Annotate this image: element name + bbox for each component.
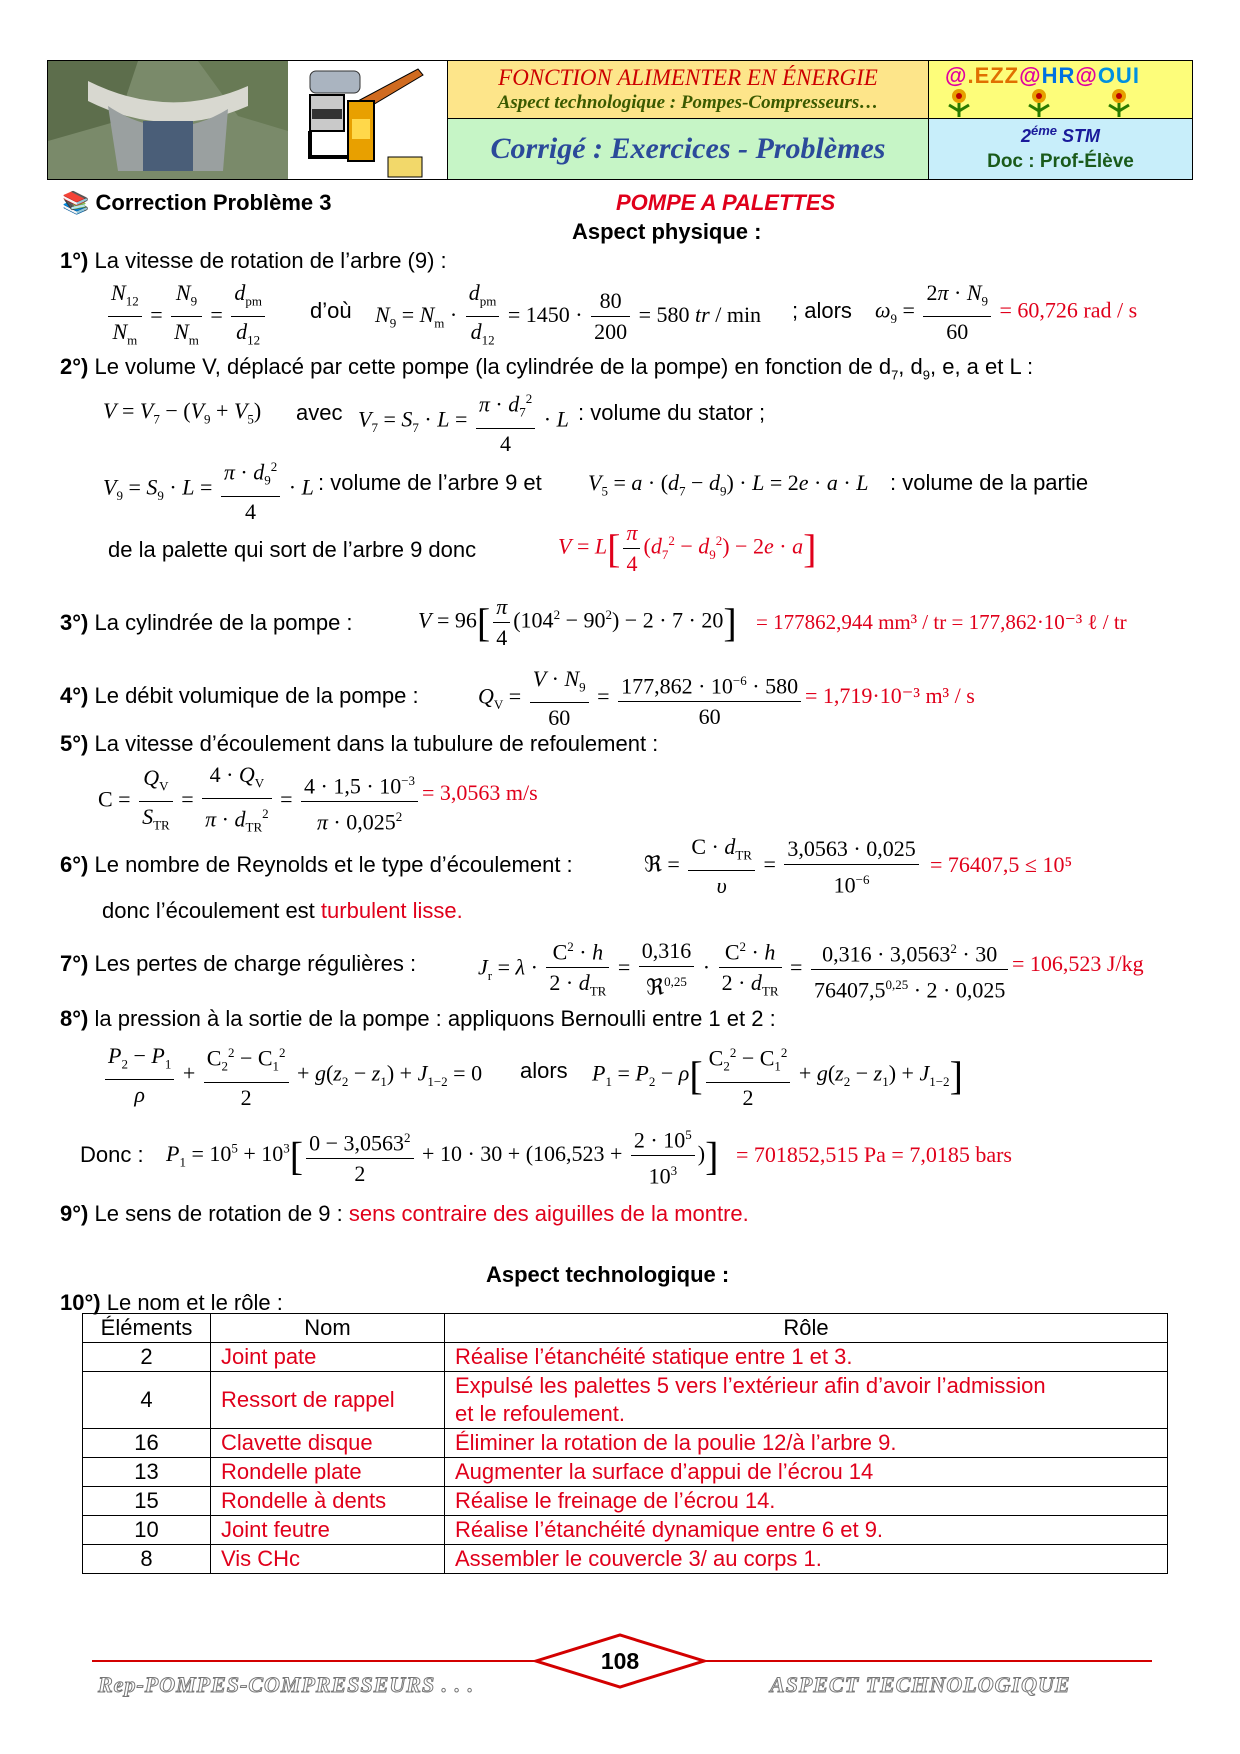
header-title: FONCTION ALIMENTER EN ÉNERGIE (498, 65, 878, 90)
q2-result-equation: V = L[ $\frac{\pi}{4}$ $(d_7^2 - d_9^2) - 2e \cdot a$] (558, 520, 817, 576)
col-role: Rôle (445, 1314, 1168, 1343)
cell-element: 15 (83, 1487, 211, 1516)
header-banner: Corrigé : Exercices - Problèmes (490, 132, 886, 165)
q8-result: = 701852,515 Pa = 7,0185 bars (736, 1142, 1012, 1167)
brand-name: @.EZZ@HR@OUI (945, 63, 1140, 88)
q8-donc: Donc : (80, 1142, 144, 1167)
q6-equation: ℜ = $\frac{C \cdot d_{TR}}{\upsilon}$ = $\frac{3,0563 \cdot 0,025}{10^{-6}}$ (644, 832, 922, 901)
cell-element: 8 (83, 1545, 211, 1574)
page-number: 108 (600, 1648, 640, 1674)
q6-text: 6°) Le nombre de Reynolds et le type d’écoulement : (60, 852, 573, 877)
cell-nom: Joint pate (211, 1343, 445, 1372)
q3-result: = 177862,944 mm³ / tr = 177,862·10⁻³ ℓ / tr (756, 610, 1127, 634)
cell-role: Assembler le couvercle 3/ au corps 1. (445, 1545, 1168, 1574)
q2-v5-equation: $V_5 = a \cdot (d_7 - d_9) \cdot L = 2e \cdot a \cdot L$ (588, 470, 869, 499)
q8-numeric-equation: $P_1 = 10^5 + 10^3$[ $\frac{0 - 3,0563^2}{2}$ + 10 · 30 + (106,523 + $\frac{2 \cdot 10^5}{10^3}$ )] (166, 1120, 718, 1192)
correction-heading: 📚 Correction Problème 3 (62, 190, 332, 215)
q3-equation: V = 96[ $\frac{\pi}{4}$ $(104^2 - 90^2) - 2 \cdot 7 \cdot 20$] (418, 594, 737, 650)
q1-alors: ; alors (792, 298, 852, 323)
q7-result: = 106,523 J/kg (1012, 951, 1144, 976)
flowers-icon (929, 61, 1164, 119)
q5-text: 5°) La vitesse d’écoulement dans la tubulure de refoulement : (60, 731, 659, 756)
q2-text: 2°) Le volume V, déplacé par cette pompe (la cylindrée de la pompe) en fonction de $d_7$, $d_9$, e, a et L : (60, 354, 1034, 383)
cell-element: 4 (83, 1372, 211, 1429)
cell-role: Expulsé les palettes 5 vers l’extérieur afin d’avoir l’admission et le refoulement. (445, 1372, 1168, 1429)
cell-nom: Vis CHc (211, 1545, 445, 1574)
cell-element: 16 (83, 1429, 211, 1458)
q2-avec: avec (296, 400, 343, 425)
table-row (83, 1458, 1168, 1487)
table-row (83, 1545, 1168, 1574)
q7-equation: $J_r = \lambda$ · $\frac{C^2 \cdot h}{2 \cdot d_{TR}}$ = $\frac{0,316}{ℜ^{0,25}}$ · $\frac{C^2 \cdot h}{2 \cdot d_{TR}}$ = $\frac{0,316 \cdot 3,0563^2 \cdot 30}{76407,5^{0,25} \cdot 2 \cdot 0,025}$ (478, 932, 1011, 1007)
cell-nom: Rondelle à dents (211, 1487, 445, 1516)
cell-role: Réalise le freinage de l’écrou 14. (445, 1487, 1168, 1516)
elements-table (82, 1313, 1168, 1574)
q4-equation: $Q_V$ = $\frac{V \cdot N_9}{60}$ = $\frac{177,862 \cdot 10^{-6} \cdot 580}{60}$ (478, 664, 804, 733)
book-icon: 📚 (62, 190, 90, 215)
q2-line3: de la palette qui sort de l’arbre 9 donc (108, 537, 477, 562)
footer-left: Rep-POMPES-COMPRESSEURS . . . (98, 1672, 475, 1697)
cell-element: 2 (83, 1343, 211, 1372)
section-technologique: Aspect technologique : (486, 1262, 730, 1287)
col-elements: Éléments (83, 1314, 211, 1343)
cell-element: 13 (83, 1458, 211, 1487)
footer-right: ASPECT TECHNOLOGIQUE (770, 1672, 1071, 1697)
q1-n9-equation: $N_9 = N_m$ · $\frac{d_{pm}}{d_{12}}$ = 1450 · $\frac{80}{200}$ = 580 tr / min (375, 280, 762, 348)
dam-and-pump-image (48, 61, 448, 179)
cell-nom: Clavette disque (211, 1429, 445, 1458)
q1-dou: d’où (310, 298, 352, 323)
q2-v7-equation: $V_7 = S_7 \cdot L$ = $\frac{\pi \cdot d_7^2}{4}$ · L (358, 384, 569, 459)
header-illustration (48, 61, 448, 179)
page-header (47, 60, 1193, 180)
q2-partie: : volume de la partie (890, 470, 1089, 495)
q4-result: = 1,719·10⁻³ m³ / s (805, 683, 975, 708)
cell-element: 10 (83, 1516, 211, 1545)
col-nom: Nom (211, 1314, 445, 1343)
q2-v9-equation: $V_9 = S_9 \cdot L$ = $\frac{\pi \cdot d_9^2}{4}$ · L (103, 452, 314, 527)
q10-text: 10°) Le nom et le rôle : (60, 1290, 283, 1315)
q7-text: 7°) Les pertes de charge régulières : (60, 951, 417, 976)
cell-role: Éliminer la rotation de la poulie 12/à l’arbre 9. (445, 1429, 1168, 1458)
cell-nom: Joint feutre (211, 1516, 445, 1545)
q5-equation: C = $\frac{Q_V}{S_{TR}}$ = $\frac{4 \cdot Q_V}{\pi \cdot d_{TR}^2}$ = $\frac{4 \cdot 1,5 \cdot 10^{-3}}{\pi \cdot 0,025^2}$ (98, 760, 421, 843)
cell-role: Réalise l’étanchéité dynamique entre 6 et 9. (445, 1516, 1168, 1545)
q1-text: 1°) La vitesse de rotation de l’arbre (9) : (60, 248, 447, 273)
q1-ratio-equation: $\frac{N_{12}}{N_m}$ = $\frac{N_9}{N_m}$ = $\frac{d_{pm}}{d_{12}}$ (105, 278, 268, 356)
q6-conclusion: donc l’écoulement est turbulent lisse. (102, 898, 463, 923)
q2-arbre: : volume de l’arbre 9 et (318, 470, 542, 495)
q4-text: 4°) Le débit volumique de la pompe : (60, 683, 419, 708)
q2-volume-equation: $V = V_7 - (V_9 + V_5)$ (103, 398, 262, 427)
cell-nom: Ressort de rappel (211, 1372, 445, 1429)
section-physique: Aspect physique : (572, 219, 762, 244)
table-row (83, 1516, 1168, 1545)
cell-role: Augmenter la surface d’appui de l’écrou 14 (445, 1458, 1168, 1487)
q6-result: = 76407,5 ≤ 10⁵ (930, 852, 1073, 877)
cell-nom: Rondelle plate (211, 1458, 445, 1487)
header-titles (448, 61, 929, 179)
q5-result: = 3,0563 m/s (422, 780, 538, 805)
q8-alors: alors (520, 1058, 568, 1083)
header-brand (929, 61, 1192, 179)
table-row (83, 1343, 1168, 1372)
level-label: $2^{éme}$ STM (1020, 123, 1101, 146)
problem-title: POMPE A PALETTES (616, 190, 836, 215)
q8-bernoulli-equation: $\frac{P_2 - P_1}{\rho}$ + $\frac{C_2^2 - C_1^2}{2}$ + $g(z_2 - z_1) + J_{1-2} = 0$ (102, 1038, 482, 1113)
q2-stator: : volume du stator ; (578, 400, 766, 425)
table-row (83, 1487, 1168, 1516)
header-subtitle: Aspect technologique : Pompes-Compresseurs… (497, 92, 879, 113)
table-row (83, 1429, 1168, 1458)
q8-p1-equation: $P_1 = P_2 - \rho$[ $\frac{C_2^2 - C_1^2}{2}$ + $g(z_2 - z_1) + J_{1-2}$] (592, 1038, 963, 1113)
cell-role: Réalise l’étanchéité statique entre 1 et 3. (445, 1343, 1168, 1372)
q1-omega-equation: $\omega_9$ = $\frac{2\pi \cdot N_9}{60}$ = 60,726 rad / s (875, 280, 1138, 345)
q9-text: 9°) Le sens de rotation de 9 : sens contraire des aiguilles de la montre. (60, 1201, 749, 1226)
table-header-row (83, 1314, 1168, 1343)
q8-text: 8°) la pression à la sortie de la pompe : appliquons Bernoulli entre 1 et 2 : (60, 1006, 776, 1031)
q3-text: 3°) La cylindrée de la pompe : (60, 610, 353, 635)
table-row (83, 1372, 1168, 1429)
doc-label: Doc : Prof-Élève (987, 151, 1134, 172)
